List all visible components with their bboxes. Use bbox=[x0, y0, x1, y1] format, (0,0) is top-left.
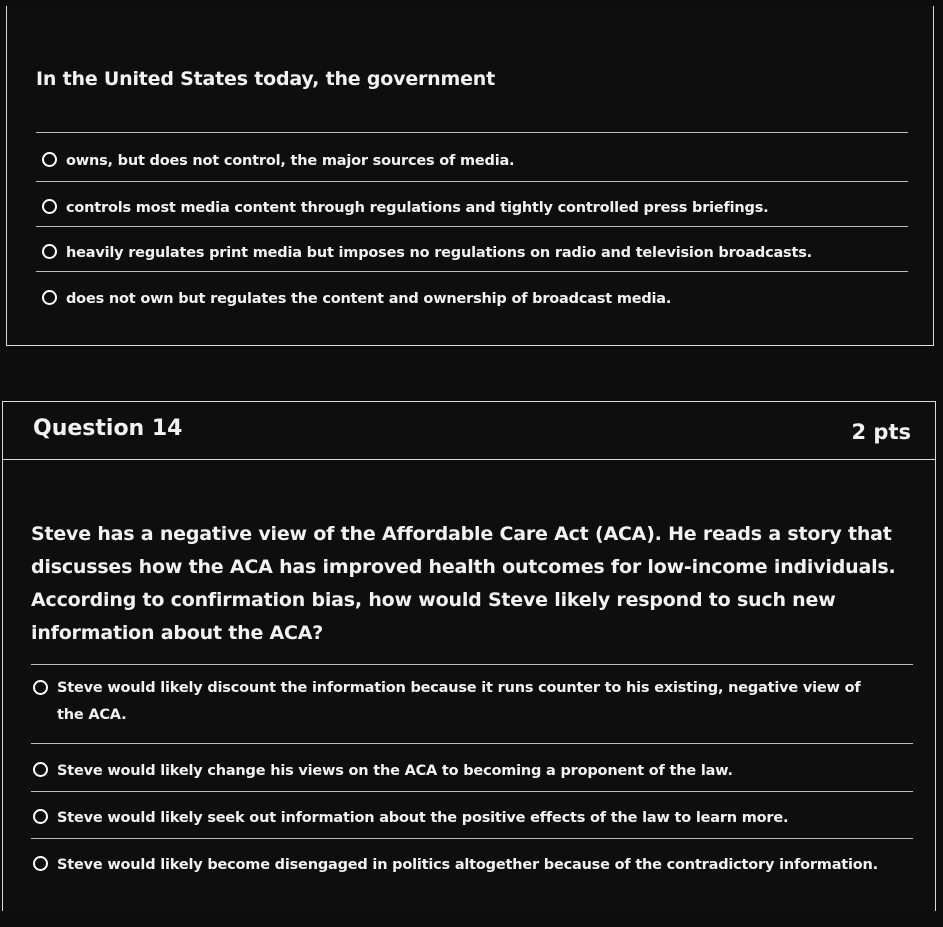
answer-option[interactable] bbox=[42, 151, 514, 172]
answer-label: controls most media content through regulations and tightly controlled press briefings. bbox=[66, 200, 769, 216]
radio-button[interactable] bbox=[33, 856, 48, 871]
answer-label: heavily regulates print media but imposes no regulations on radio and television broadcasts. bbox=[66, 245, 812, 261]
divider bbox=[31, 791, 913, 792]
divider bbox=[36, 226, 908, 227]
question-card-previous bbox=[6, 6, 934, 346]
question-title: Question 14 bbox=[33, 416, 183, 441]
question-prompt: Steve has a negative view of the Affordable Care Act (ACA). He reads a story that discusses how the ACA has improved health outcomes for low-income individuals. According to confirmation bias, how would Steve likely respond to such new information about the ACA? bbox=[31, 523, 896, 644]
answer-option[interactable] bbox=[33, 761, 733, 782]
radio-button[interactable] bbox=[42, 152, 57, 167]
radio-button[interactable] bbox=[33, 762, 48, 777]
answer-label: owns, but does not control, the major sources of media. bbox=[66, 153, 515, 169]
answer-option[interactable] bbox=[33, 855, 878, 876]
answer-option[interactable] bbox=[33, 808, 788, 829]
answer-option[interactable] bbox=[42, 198, 768, 219]
answer-label: Steve would likely seek out information about the positive effects of the law to learn more. bbox=[57, 810, 789, 826]
divider bbox=[36, 181, 908, 182]
radio-button[interactable] bbox=[42, 199, 57, 214]
question-header bbox=[3, 402, 935, 460]
answer-option[interactable] bbox=[33, 679, 883, 729]
question-prompt: In the United States today, the government bbox=[36, 68, 495, 90]
divider bbox=[36, 271, 908, 272]
divider bbox=[36, 132, 908, 133]
answer-label: Steve would likely change his views on the ACA to becoming a proponent of the law. bbox=[57, 763, 733, 779]
answer-label: Steve would likely discount the information because it runs counter to his existing, negative view of the ACA. bbox=[57, 680, 861, 723]
radio-button[interactable] bbox=[33, 680, 48, 695]
answer-option[interactable] bbox=[42, 289, 671, 310]
answer-label: does not own but regulates the content and ownership of broadcast media. bbox=[66, 291, 672, 307]
divider bbox=[31, 664, 913, 665]
radio-button[interactable] bbox=[33, 809, 48, 824]
answer-label: Steve would likely become disengaged in politics altogether because of the contradictory information. bbox=[57, 857, 878, 873]
radio-button[interactable] bbox=[42, 290, 57, 305]
answer-option[interactable] bbox=[42, 243, 812, 264]
radio-button[interactable] bbox=[42, 244, 57, 259]
question-card-14 bbox=[2, 401, 936, 911]
question-points: 2 pts bbox=[851, 420, 911, 444]
divider bbox=[31, 838, 913, 839]
divider bbox=[31, 743, 913, 744]
